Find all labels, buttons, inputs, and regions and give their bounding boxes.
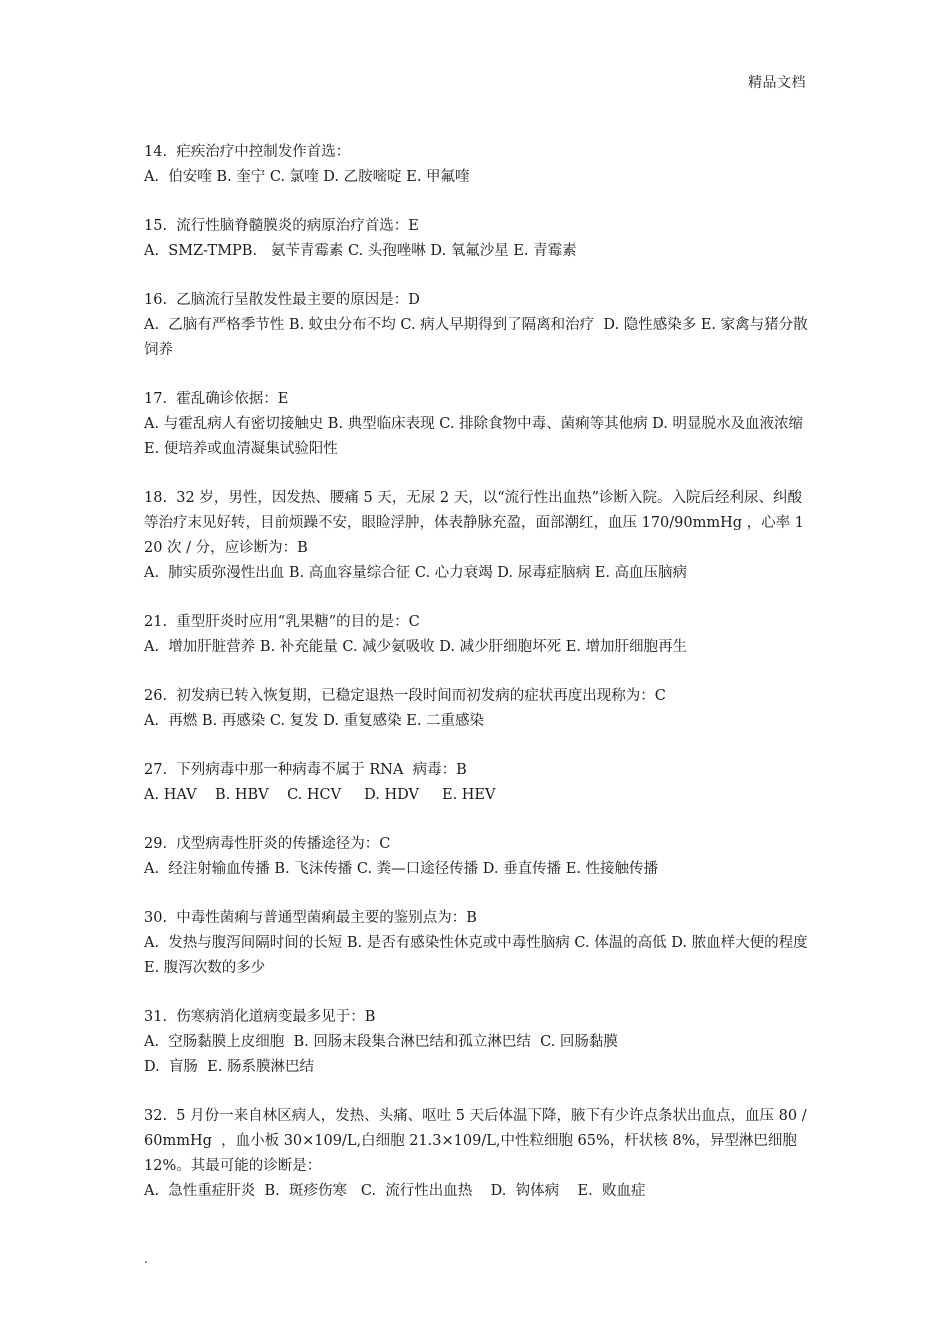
question-list [144, 140, 813, 1228]
question-29 [144, 832, 810, 882]
question-options: A. 乙脑有严格季节性 B. 蚊虫分布不均 C. 病人早期得到了隔离和治疗 D. 隐性感染多 E. 家禽与猪分散饲养 [144, 317, 808, 358]
question-options: A. 伯安喹 B. 奎宁 C. 氯喹 D. 乙胺嘧啶 E. 甲氟喹 [144, 169, 470, 185]
question-15 [144, 214, 810, 264]
question-16 [144, 288, 810, 363]
question-stem: 29. 戊型病毒性肝炎的传播途径为：C [144, 836, 391, 852]
question-stem: 16. 乙脑流行呈散发性最主要的原因是：D [144, 292, 420, 308]
question-options: A. 空肠黏膜上皮细胞 B. 回肠末段集合淋巴结和孤立淋巴结 C. 回肠黏膜 D. 盲肠 E. 肠系膜淋巴结 [144, 1034, 618, 1075]
question-options: A. 增加肝脏营养 B. 补充能量 C. 减少氨吸收 D. 减少肝细胞坏死 E. 增加肝细胞再生 [144, 639, 688, 655]
question-30 [144, 906, 813, 981]
question-stem: 18. 32 岁，男性，因发热、腰痛 5 天，无尿 2 天，以“流行性出血热”诊断入院。入院后经利尿、纠酸等治疗末见好转，目前烦躁不安，眼睑浮肿，体表静脉充盈，面部潮红，血压 170/90mmHg ，心率 120 次 / 分，应诊断为：B [144, 490, 804, 556]
question-17 [144, 387, 813, 462]
question-options: A. 再燃 B. 再感染 C. 复发 D. 重复感染 E. 二重感染 [144, 713, 485, 729]
question-options: A. HAV B. HBV C. HCV D. HDV E. HEV [144, 787, 496, 803]
question-stem: 31. 伤寒病消化道病变最多见于：B [144, 1009, 376, 1025]
footer-mark: . [144, 1252, 148, 1266]
question-31 [144, 1005, 810, 1080]
page-header: 精品文档 [748, 75, 806, 91]
question-14 [144, 140, 810, 190]
question-stem: 17. 霍乱确诊依据：E [144, 391, 289, 407]
question-options: A. 急性重症肝炎 B. 斑疹伤寒 C. 流行性出血热 D. 钩体病 E. 败血症 [144, 1183, 646, 1199]
question-stem: 15. 流行性脑脊髓膜炎的病原治疗首选：E [144, 218, 419, 234]
question-stem: 26. 初发病已转入恢复期，已稳定退热一段时间而初发病的症状再度出现称为：C [144, 688, 666, 704]
question-options: A. 发热与腹泻间隔时间的长短 B. 是否有感染性休克或中毒性脑病 C. 体温的高低 D. 脓血样大便的程度 E. 腹泻次数的多少 [144, 935, 813, 976]
question-stem: 14. 疟疾治疗中控制发作首选： [144, 144, 351, 160]
question-options: A. 肺实质弥漫性出血 B. 高血容量综合征 C. 心力衰竭 D. 尿毒症脑病 E. 高血压脑病 [144, 565, 688, 581]
question-options: A. 与霍乱病人有密切接触史 B. 典型临床表现 C. 排除食物中毒、菌痢等其他病 D. 明显脱水及血液浓缩 E. 便培养或血清凝集试验阳性 [144, 416, 813, 457]
question-options: A. SMZ-TMPB. 氨苄青霉素 C. 头孢唑啉 D. 氧氟沙星 E. 青霉素 [144, 243, 577, 259]
question-21 [144, 610, 810, 660]
question-options: A. 经注射输血传播 B. 飞沫传播 C. 粪—口途径传播 D. 垂直传播 E. 性接触传播 [144, 861, 659, 877]
question-18 [144, 486, 810, 586]
question-stem: 27. 下列病毒中那一种病毒不属于 RNA 病毒：B [144, 762, 467, 778]
question-32 [144, 1104, 810, 1204]
question-26 [144, 684, 810, 734]
question-stem: 21. 重型肝炎时应用“乳果糖”的目的是：C [144, 614, 420, 630]
question-stem: 30. 中毒性菌痢与普通型菌痢最主要的鉴别点为：B [144, 910, 477, 926]
question-stem: 32. 5 月份一来自林区病人，发热、头痛、呕吐 5 天后体温下降，腋下有少许点条状出血点，血压 80 / 60mmHg ，血小板 30×109/L,白细胞 21.3×109/L,中性粒细胞 65%，杆状核 8%，异型淋巴细胞 12%。其最可能的诊断是： [144, 1108, 812, 1174]
question-27 [144, 758, 810, 808]
